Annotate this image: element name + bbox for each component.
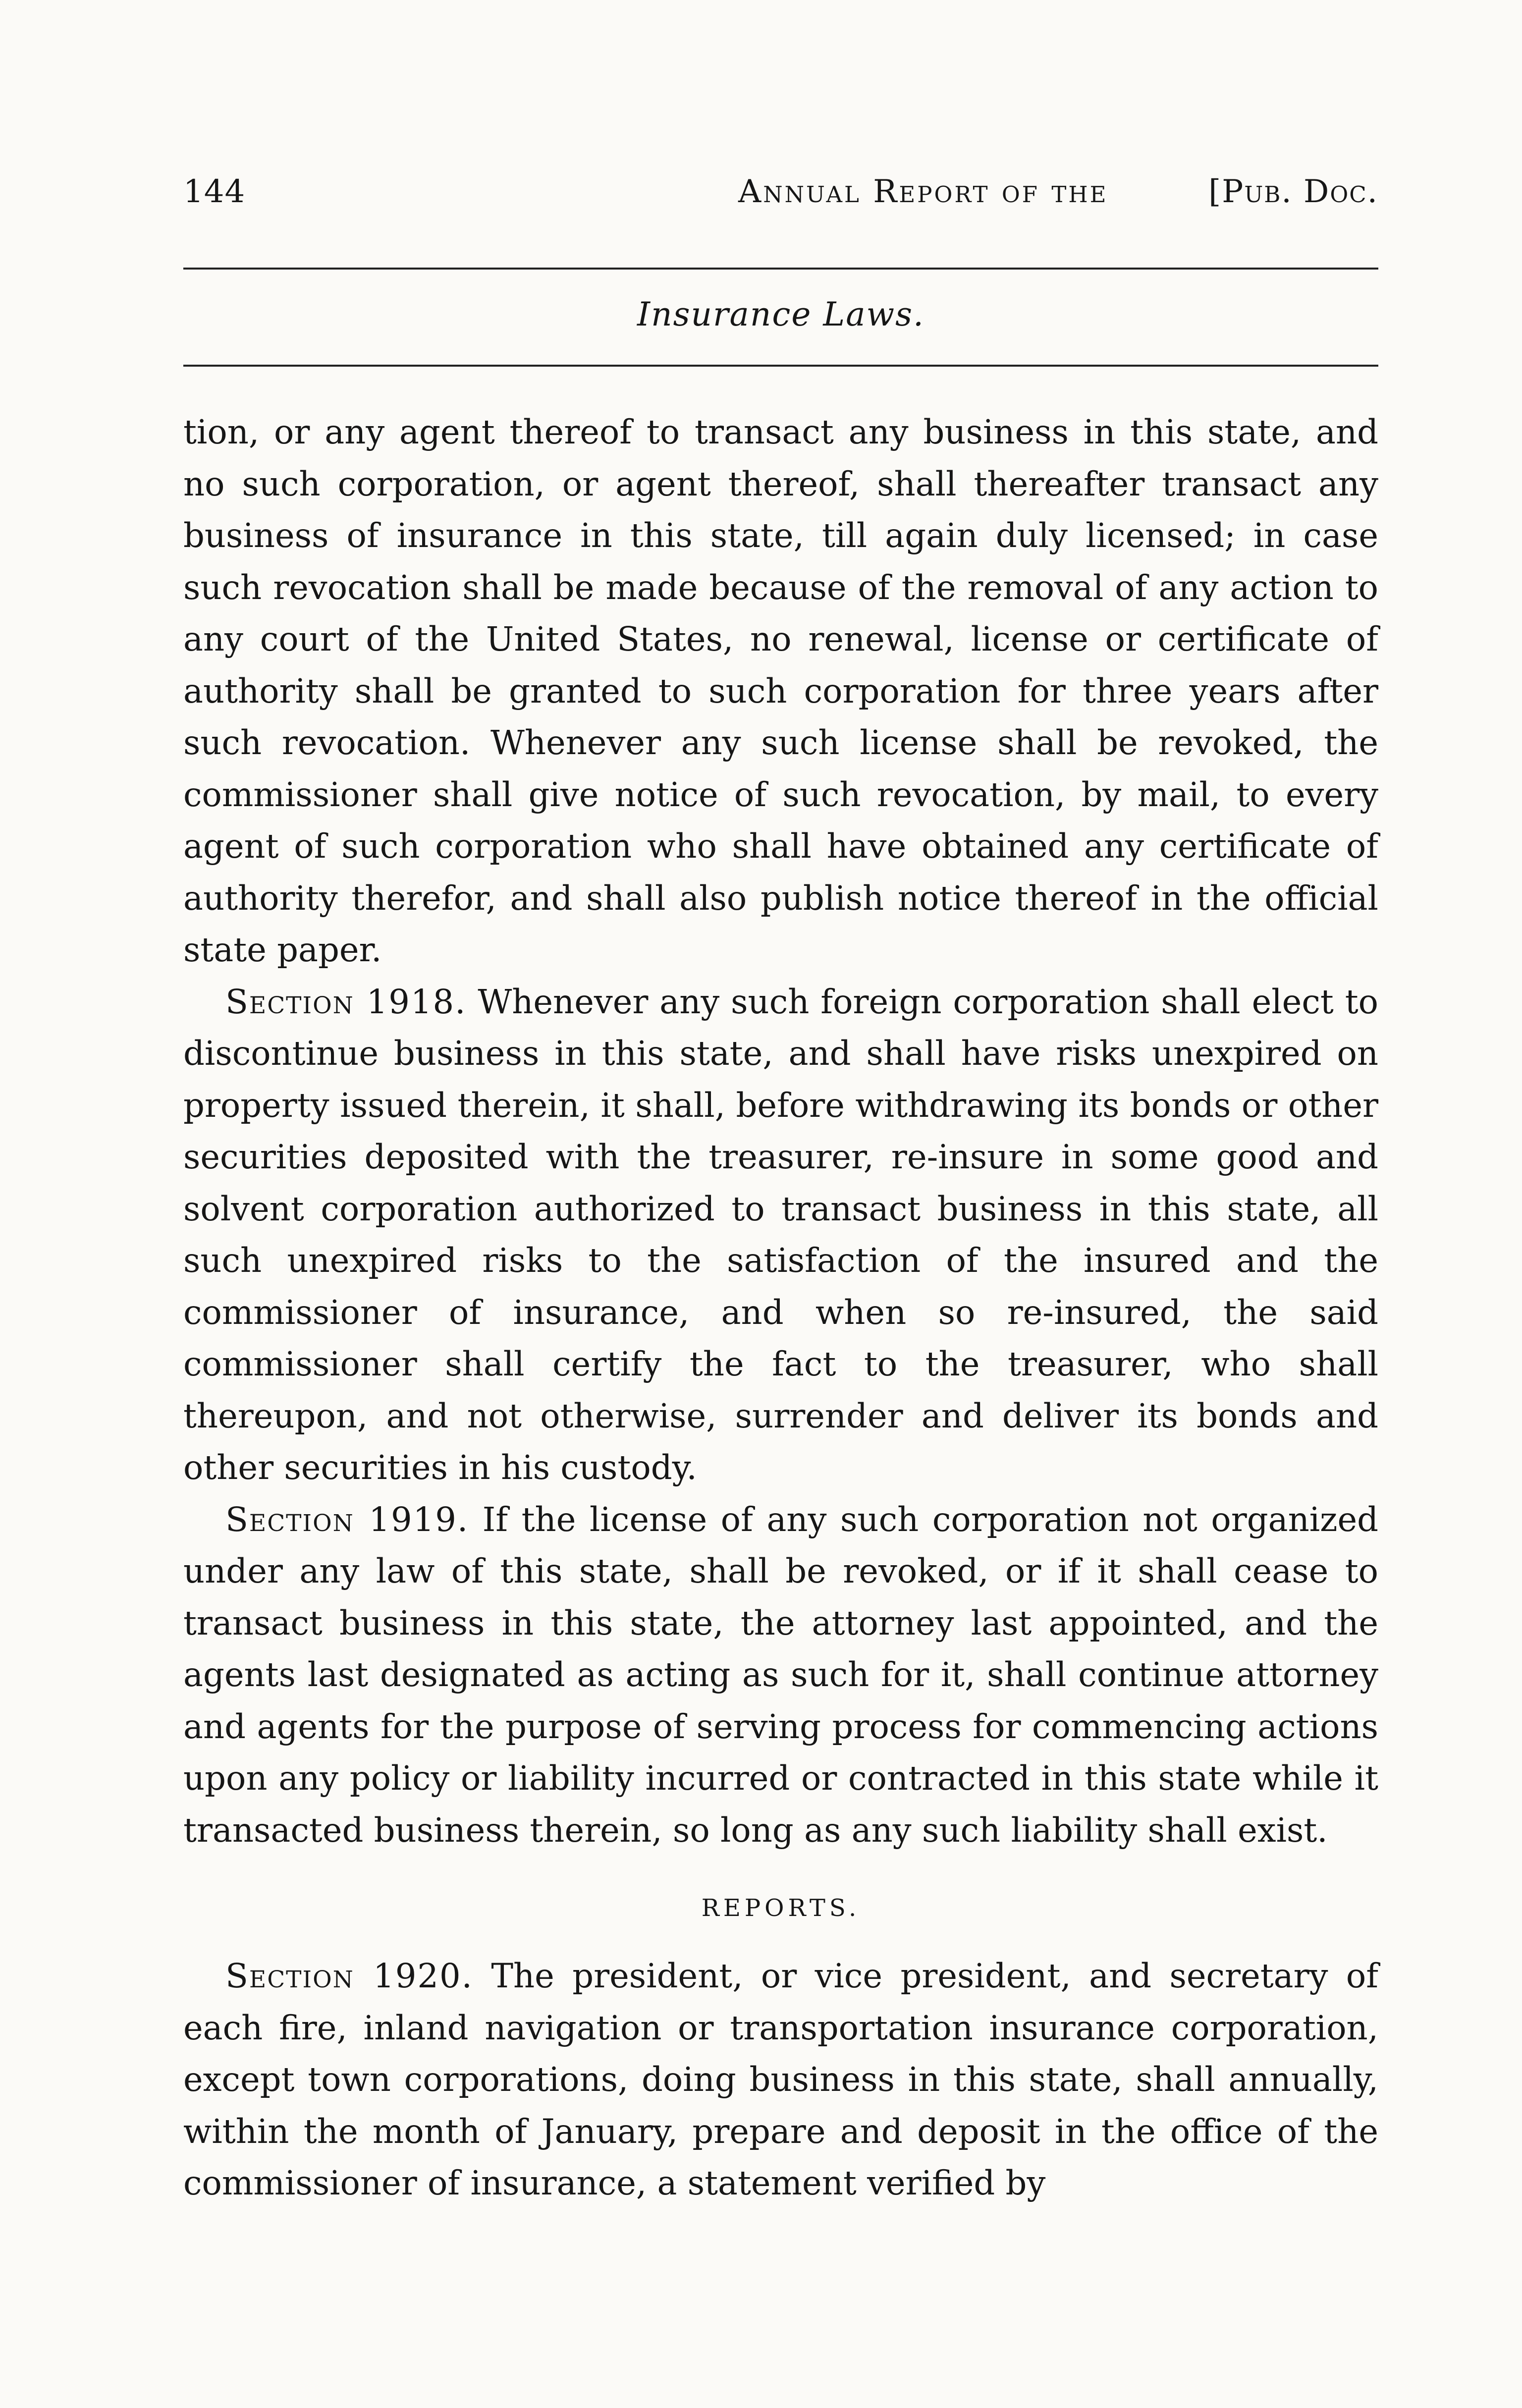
report-title: Annual Report of the <box>738 173 1108 210</box>
header-rule-bottom <box>183 365 1378 367</box>
paragraph-section-1918 <box>183 976 1378 1494</box>
section-1920-text: The president, or vice president, and secretary of each fire, inland navigation or transportation insurance corporation, except town corporations, doing business in this state, shall annually, within the month of January, prepare and deposit in the office of the commissioner of insurance, a statement verified by <box>183 1957 1378 2202</box>
section-1918-label: Section 1918. <box>225 982 467 1021</box>
body-text <box>183 406 1378 2209</box>
document-label: [Pub. Doc. <box>1208 173 1378 210</box>
header-rule-top <box>183 268 1378 270</box>
section-subheading: Insurance Laws. <box>637 295 924 333</box>
reports-heading: REPORTS. <box>701 1894 861 1922</box>
paragraph-section-1920 <box>183 1950 1378 2209</box>
paragraph-section-1919 <box>183 1494 1378 1857</box>
running-head <box>183 164 1378 223</box>
section-1920-label: Section 1920. <box>225 1957 473 1995</box>
page-number: 144 <box>183 173 246 210</box>
paragraph-continuation: tion, or any agent thereof to transact any business in this state, and no such corporation, or agent thereof, shall thereafter transact any business of insurance in this state, till again duly licensed; in case such revocation shall be made because of the removal of any action to any court of the United States, no renewal, license or certificate of authority shall be granted to such corporation for three years after such revocation. Whenever any such license shall be revoked, the commissioner shall give notice of such revocation, by mail, to every agent of such corporation who shall have obtained any certificate of authority therefor, and shall also publish notice thereof in the official state paper. <box>183 413 1378 969</box>
section-1918-text: Whenever any such foreign corporation shall elect to discontinue business in this state, and shall have risks unexpired on property issued therein, it shall, before withdrawing its bonds or other securities deposited with the treasurer, re-insure in some good and solvent corporation authorized to transact business in this state, all such unexpired risks to the satisfaction of the insured and the commissioner of insurance, and when so re-insured, the said commissioner shall certify the fact to the treasurer, who shall thereupon, and not otherwise, surrender and deliver its bonds and other securities in his custody. <box>183 982 1378 1487</box>
section-1919-text: If the license of any such corporation not organized under any law of this state, shall be revoked, or if it shall cease to transact business in this state, the attorney last appointed, and the agents last designated as acting as such for it, shall continue attorney and agents for the purpose of serving process for commencing actions upon any policy or liability incurred or contracted in this state while it transacted business therein, so long as any such liability shall exist. <box>183 1500 1378 1850</box>
section-1919-label: Section 1919. <box>225 1500 469 1539</box>
